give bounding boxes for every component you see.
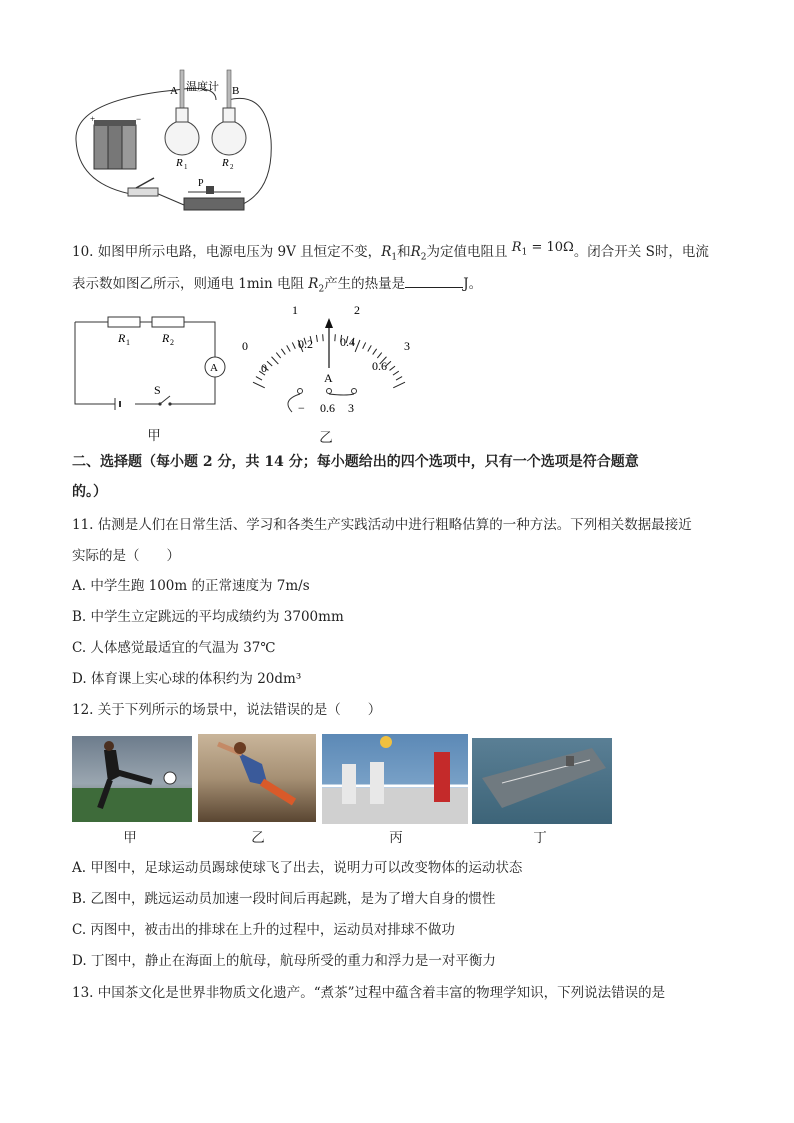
formula-r1: $R_1 = 10\Omega$ — [511, 240, 574, 258]
caption-jia: 甲 — [147, 428, 161, 444]
figure-yi-ammeter — [236, 300, 422, 425]
scale-tick — [256, 377, 262, 380]
photo-yi-longjump — [198, 734, 316, 822]
scale-bottom-04: 0.4 — [340, 335, 355, 349]
photo-ding-carrier — [472, 738, 612, 824]
caption-q12-jia: 甲 — [123, 830, 137, 846]
q11-option-d[interactable]: D. 体育课上实心球的体积约为 20dm³ — [72, 671, 302, 687]
svg-text:1: 1 — [126, 338, 130, 347]
scale-tick — [390, 366, 396, 370]
label-r1: R — [176, 157, 183, 169]
terminal-minus: − — [298, 401, 305, 415]
svg-text:2: 2 — [170, 338, 174, 347]
caption-q12-bing: 丙 — [389, 830, 403, 846]
caption-q12-yi: 乙 — [251, 830, 265, 846]
q12-option-d[interactable]: D. 丁图中，静止在海面上的航母，航母所受的重力和浮力是一对平衡力 — [72, 953, 496, 969]
scale-tick — [281, 349, 285, 355]
scale-tick — [253, 382, 265, 388]
label-b: B — [232, 85, 240, 97]
label-p: P — [198, 178, 204, 189]
q12-option-c[interactable]: C. 丙图中，被击出的排球在上升的过程中，运动员对排球不做功 — [72, 922, 455, 938]
r1-label: R — [118, 331, 126, 345]
section2-line2: 的。） — [72, 484, 107, 500]
figure-heating-circuit — [66, 60, 286, 220]
scale-tick — [396, 377, 402, 380]
battery-icon — [94, 120, 136, 169]
q11-option-c[interactable]: C. 人体感觉最适宜的气温为 37℃ — [72, 640, 276, 656]
scale-top-2: 2 — [354, 303, 360, 317]
section2-line1: 二、选择题（每小题 2 分，共 14 分；每小题给出的四个选项中，只有一个选项是符合题意 — [72, 454, 639, 470]
scale-tick — [373, 349, 377, 355]
flask-r1-icon — [165, 121, 199, 155]
scale-tick — [368, 345, 372, 351]
q13-stem: 13. 中国茶文化是世界非物质文化遗产。“煮茶”过程中蕴含着丰富的物理学知识，下列说法错误的是 — [72, 985, 666, 1001]
scale-tick — [393, 382, 405, 388]
switch-s-icon — [160, 396, 170, 404]
photo-bing-volleyball — [322, 734, 468, 824]
battery-plus: + — [90, 114, 96, 124]
caption-yi: 乙 — [319, 430, 333, 446]
scale-bottom-0: 0 — [261, 361, 267, 375]
scale-tick — [271, 357, 278, 364]
scale-tick — [363, 342, 366, 348]
scale-tick — [393, 371, 399, 375]
scale-bottom-02: 0.2 — [298, 337, 313, 351]
switch-label: S — [154, 383, 161, 397]
meter-unit: A — [324, 371, 333, 385]
scale-top-3: 3 — [404, 339, 410, 353]
caption-q12-ding: 丁 — [533, 830, 547, 846]
label-r2: R — [222, 157, 229, 169]
scale-tick — [287, 345, 291, 351]
switch-icon — [128, 178, 158, 196]
svg-text:1: 1 — [184, 163, 188, 171]
photo-jia-football — [72, 736, 192, 822]
scale-tick — [323, 334, 324, 341]
scale-tick — [335, 334, 336, 341]
ammeter-label: A — [210, 362, 218, 374]
scale-tick — [355, 340, 360, 352]
resistor-r2-icon — [152, 317, 184, 327]
scale-top-0: 0 — [242, 339, 248, 353]
q10-line2: 表示数如图乙所示，则通电 1min 电阻 $R_2$产生的热量是 J。 — [72, 273, 482, 300]
scale-tick — [316, 335, 317, 342]
scale-tick — [377, 353, 381, 358]
figure-jia-circuit — [70, 312, 230, 412]
q11-stem-line1: 11. 估测是人们在日常生活、学习和各类生产实践活动中进行粗略估算的一种方法。下列相关数据最接近 — [72, 517, 692, 533]
label-a: A — [170, 85, 178, 97]
q11-option-a[interactable]: A. 中学生跑 100m 的正常速度为 7m/s — [72, 578, 310, 594]
rheostat-icon — [184, 186, 244, 210]
scale-tick — [292, 342, 295, 348]
battery-minus: − — [136, 114, 142, 124]
q11-stem-line2: 实际的是（ ） — [72, 548, 180, 564]
scale-top-1: 1 — [292, 303, 298, 317]
resistor-r1-icon — [108, 317, 140, 327]
q10-line1: 10. 如图甲所示电路，电源电压为 9V 且恒定不变，$R_1$和$R_2$为定值电阻且 $R_1 = 10\Omega$。闭合开关 S时，电流 — [72, 240, 709, 263]
svg-text:2: 2 — [230, 163, 234, 171]
scale-tick — [276, 353, 280, 358]
terminal-06: 0.6 — [320, 401, 335, 415]
answer-blank[interactable] — [405, 273, 463, 288]
q11-option-b[interactable]: B. 中学生立定跳远的平均成绩约为 3700mm — [72, 609, 344, 625]
terminal-3: 3 — [348, 401, 354, 415]
q12-option-a[interactable]: A. 甲图中，足球运动员踢球使球飞了出去，说明力可以改变物体的运动状态 — [72, 860, 523, 876]
r2-label: R — [162, 331, 170, 345]
label-thermometer: 温度计 — [186, 81, 219, 93]
scale-tick — [267, 361, 272, 366]
scale-bottom-06: 0.6 — [372, 359, 387, 373]
flask-r2-icon — [212, 121, 246, 155]
q12-stem: 12. 关于下列所示的场景中，说法错误的是（ ） — [72, 702, 382, 718]
q12-option-b[interactable]: B. 乙图中，跳远运动员加速一段时间后再起跳，是为了增大自身的惯性 — [72, 891, 496, 907]
